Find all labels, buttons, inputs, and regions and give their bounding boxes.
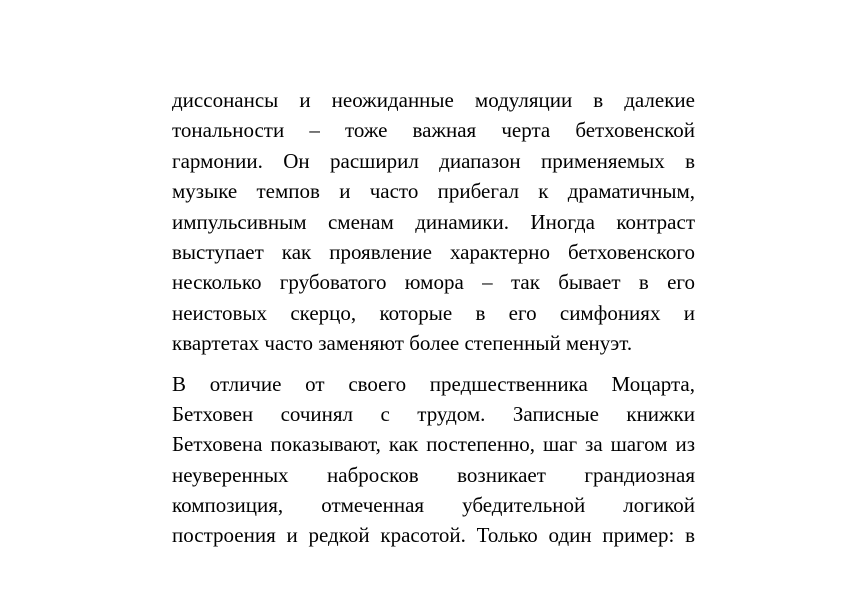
text-line: Бетховен сочинял с трудом. Записные книжки (172, 401, 695, 426)
body-text (172, 85, 695, 551)
text-line: построения и редкой красотой. Только один пример: в (172, 523, 695, 548)
paragraph-2 (172, 369, 695, 551)
text-line: гармонии. Он расширил диапазон применяемых в (172, 148, 695, 173)
text-line: квартетах часто заменяют более степенный менуэт. (172, 331, 633, 356)
paragraph-1 (172, 85, 695, 359)
text-line: Бетховена показывают, как постепенно, шаг за шагом из (172, 432, 695, 457)
text-line: несколько грубоватого юмора – так бывает в его (172, 270, 695, 295)
text-line: В отличие от своего предшественника Моцарта, (172, 371, 695, 396)
text-line: музыке темпов и часто прибегал к драматичным, (172, 179, 695, 204)
text-line: импульсивным сменам динамики. Иногда контраст (172, 209, 695, 234)
text-line: неуверенных набросков возникает грандиозная (172, 462, 695, 487)
text-line: выступает как проявление характерно бетховенского (172, 239, 695, 264)
text-line: композиция, отмеченная убедительной логикой (172, 493, 695, 518)
text-line: диссонансы и неожиданные модуляции в далекие (172, 88, 695, 112)
text-line: тональности – тоже важная черта бетховенской (172, 118, 695, 143)
text-line: неистовых скерцо, которые в его симфониях и (172, 300, 695, 325)
